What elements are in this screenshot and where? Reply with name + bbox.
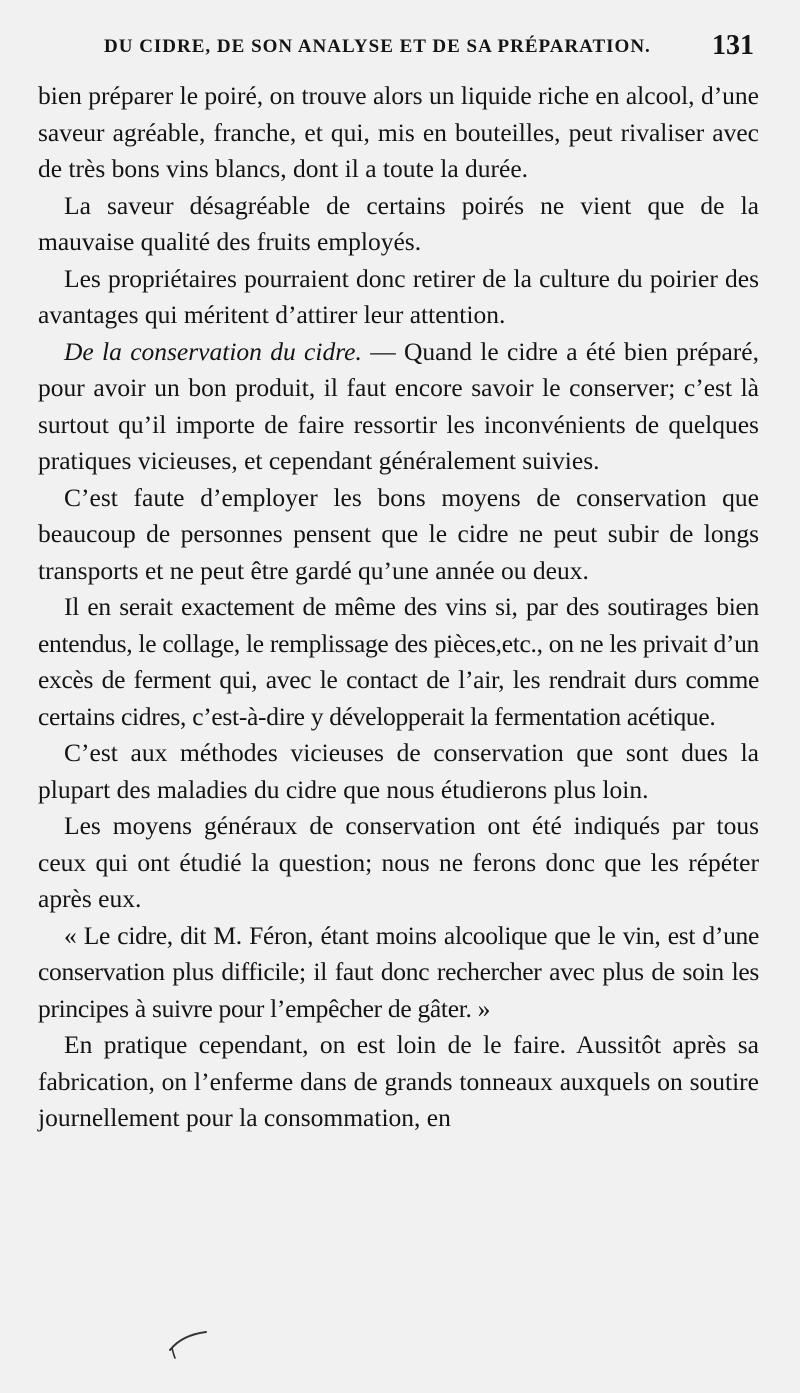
paragraph-3: Les propriétaires pourraient donc retirer de la culture du poirier des avantages qui méritent d’attirer leur attention. — [38, 263, 759, 329]
paragraph-7: C’est aux méthodes vicieuses de conservation que sont dues la plupart des maladies du cidre que nous étudierons plus loin. — [38, 738, 759, 804]
paragraph-9: « Le cidre, dit M. Féron, étant moins alcoolique que le vin, est d’une conservation plus difficile; il faut donc rechercher avec plus de soin les principes à suivre pour l’empêcher de gâter. » — [38, 920, 759, 1023]
paragraph-2: La saveur désagréable de certains poirés ne vient que de la mauvaise qualité des fruits employés. — [38, 190, 759, 256]
body-text — [38, 78, 759, 1137]
paragraph-10: En pratique cependant, on est loin de le faire. Aussitôt après sa fabrication, on l’enferme dans de grands tonneaux auxquels on soutire journellement pour la consommation, en — [38, 1030, 759, 1132]
paragraph-8: Les moyens généraux de conservation ont été indiqués par tous ceux qui ont étudié la question; nous ne ferons donc que les répéter après eux. — [38, 811, 759, 913]
paragraph-5: C’est faute d’employer les bons moyens de conservation que beaucoup de personnes pensent que le cidre ne peut subir de longs transports et ne peut être gardé qu’une année ou deux. — [38, 482, 759, 585]
paragraph-1: bien préparer le poiré, on trouve alors un liquide riche en alcool, d’une saveur agréable, franche, et qui, mis en bouteilles, peut rivaliser avec de très bons vins blancs, dont il a toute la durée. — [38, 81, 759, 183]
page-number: 131 — [712, 30, 754, 61]
paragraph-6: Il en serait exactement de même des vins si, par des soutirages bien entendus, le collage, le remplissage des pièces,etc., on ne les privait d’un excès de ferment qui, avec le contact de l’air, les rendrait durs comme certains cidres, c’est-à-dire y développerait la fermentation acétique. — [38, 592, 759, 731]
paragraph-4 — [38, 334, 759, 480]
pen-mark-icon — [164, 1322, 224, 1362]
section-title: De la conservation du cidre. — [64, 336, 362, 366]
running-title: DU CIDRE, DE SON ANALYSE ET DE SA PRÉPARATION. — [104, 36, 651, 57]
running-head — [0, 30, 800, 76]
section-body: — Quand le cidre a été bien préparé, pour avoir un bon produit, il faut encore savoir le conserver; c’est là surtout qu’il importe de faire ressortir les inconvénients de quelques pratiques vicieuses, et cependant généralement suivies. — [38, 336, 759, 475]
